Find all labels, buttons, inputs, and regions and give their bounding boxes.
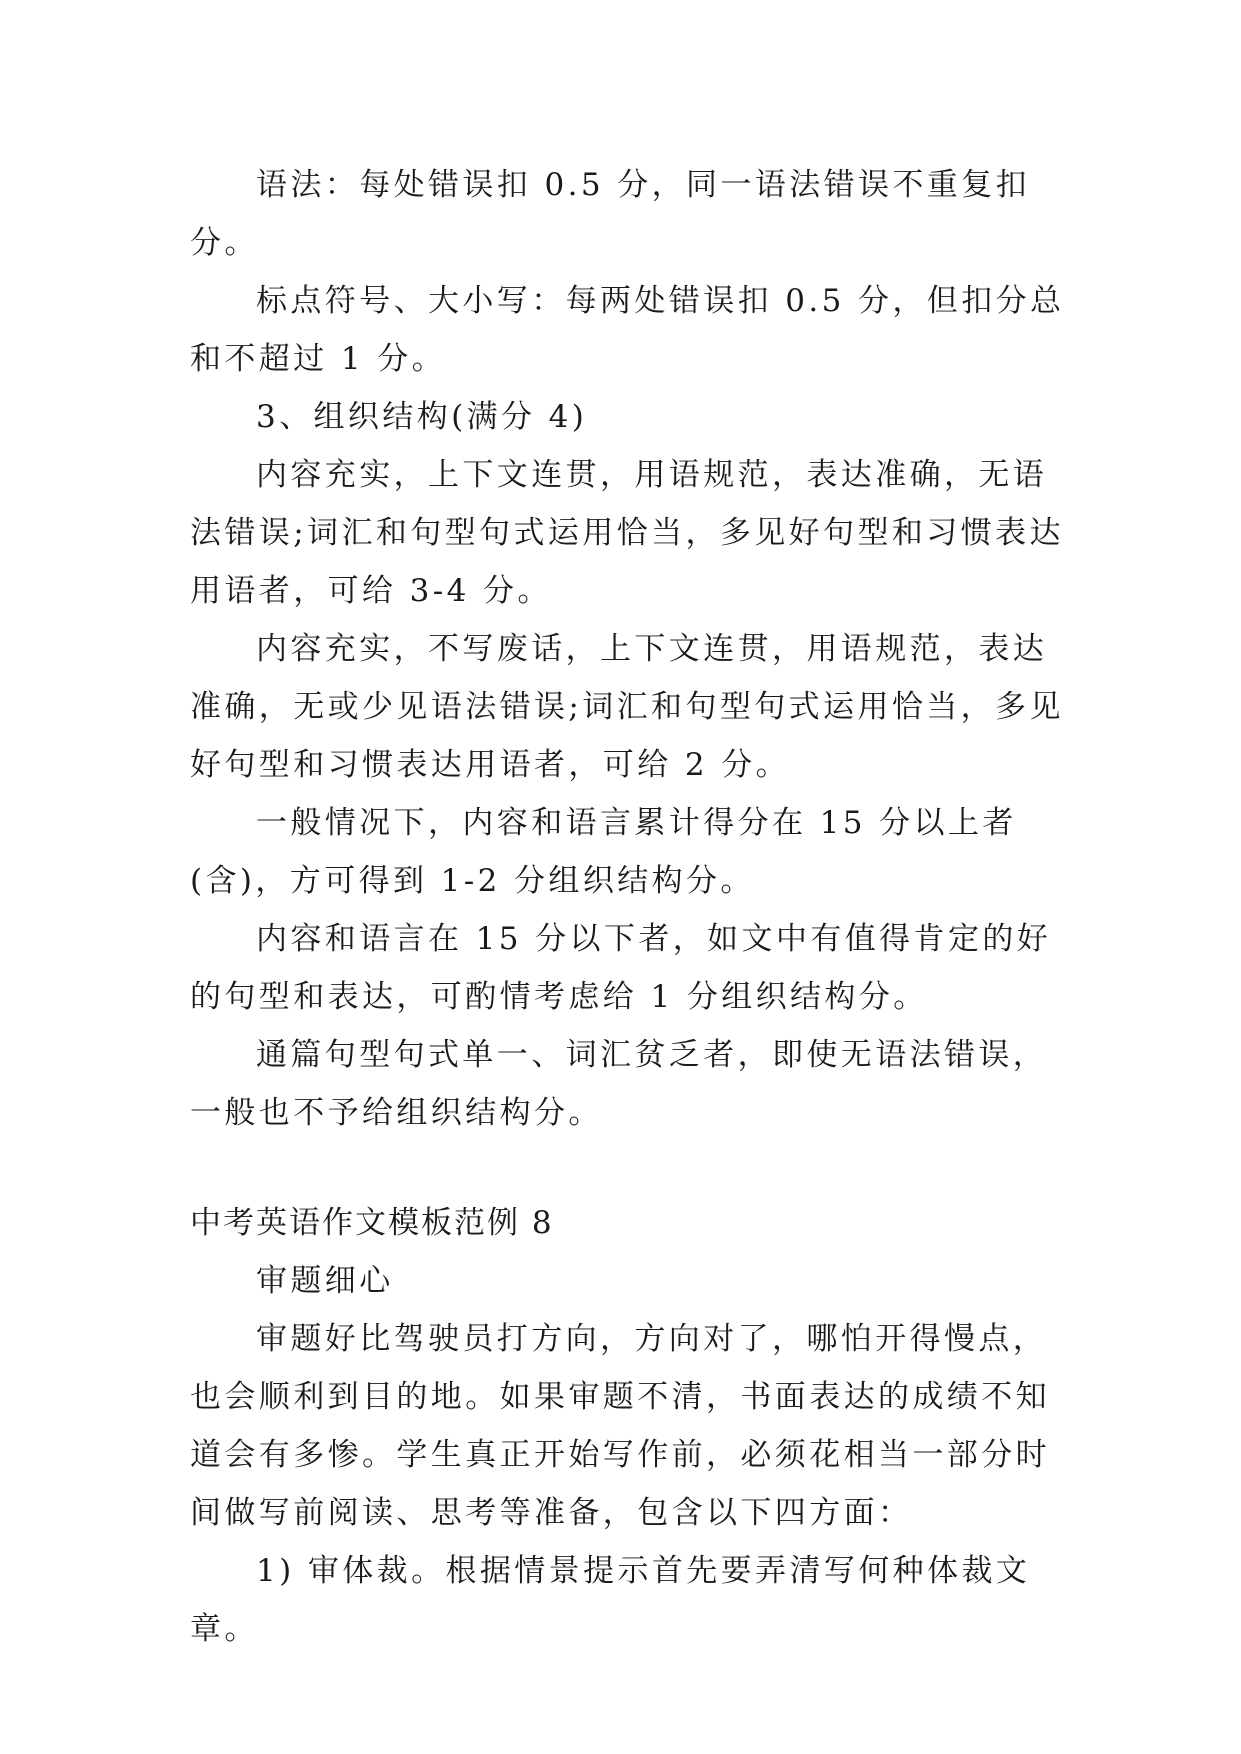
organization-general-rule-paragraph: 一般情况下，内容和语言累计得分在 15 分以上者(含)，方可得到 1-2 分组织结构分。 [190,805,1017,899]
section-spacer [190,1142,1070,1194]
organization-below-15-paragraph: 内容和语言在 15 分以下者，如文中有值得肯定的好的句型和表达，可酌情考虑给 1 分组织结构分。 [190,921,1052,1015]
organization-monotone-paragraph: 通篇句型句式单一、词汇贫乏者，即使无语法错误，一般也不予给组织结构分。 [190,1037,1048,1131]
section-heading: 中考英语作文模板范例 8 [190,1205,554,1241]
careful-review-subheading: 审题细心 [256,1263,394,1299]
organization-structure-subheading: 3、组织结构(满分 4) [256,399,588,435]
organization-score-2-paragraph: 内容充实，不写废话，上下文连贯，用语规范，表达准确，无或少见语法错误;词汇和句型句式运用恰当，多见好句型和习惯表达用语者，可给 2 分。 [190,631,1064,783]
grammar-scoring-paragraph: 语法：每处错误扣 0.5 分，同一语法错误不重复扣分。 [190,167,1031,261]
document-body [190,156,1070,1658]
punctuation-scoring-paragraph: 标点符号、大小写：每两处错误扣 0.5 分，但扣分总和不超过 1 分。 [190,283,1065,377]
review-genre-paragraph: 1) 审体裁。根据情景提示首先要弄清写何种体裁文章。 [190,1553,1031,1647]
organization-score-3-4-paragraph: 内容充实，上下文连贯，用语规范，表达准确，无语法错误;词汇和句型句式运用恰当，多见好句型和习惯表达用语者，可给 3-4 分。 [190,457,1064,609]
review-intro-paragraph: 审题好比驾驶员打方向，方向对了，哪怕开得慢点，也会顺利到目的地。如果审题不清，书面表达的成绩不知道会有多惨。学生真正开始写作前，必须花相当一部分时间做写前阅读、思考等准备，包含以下四方面： [190,1321,1050,1531]
